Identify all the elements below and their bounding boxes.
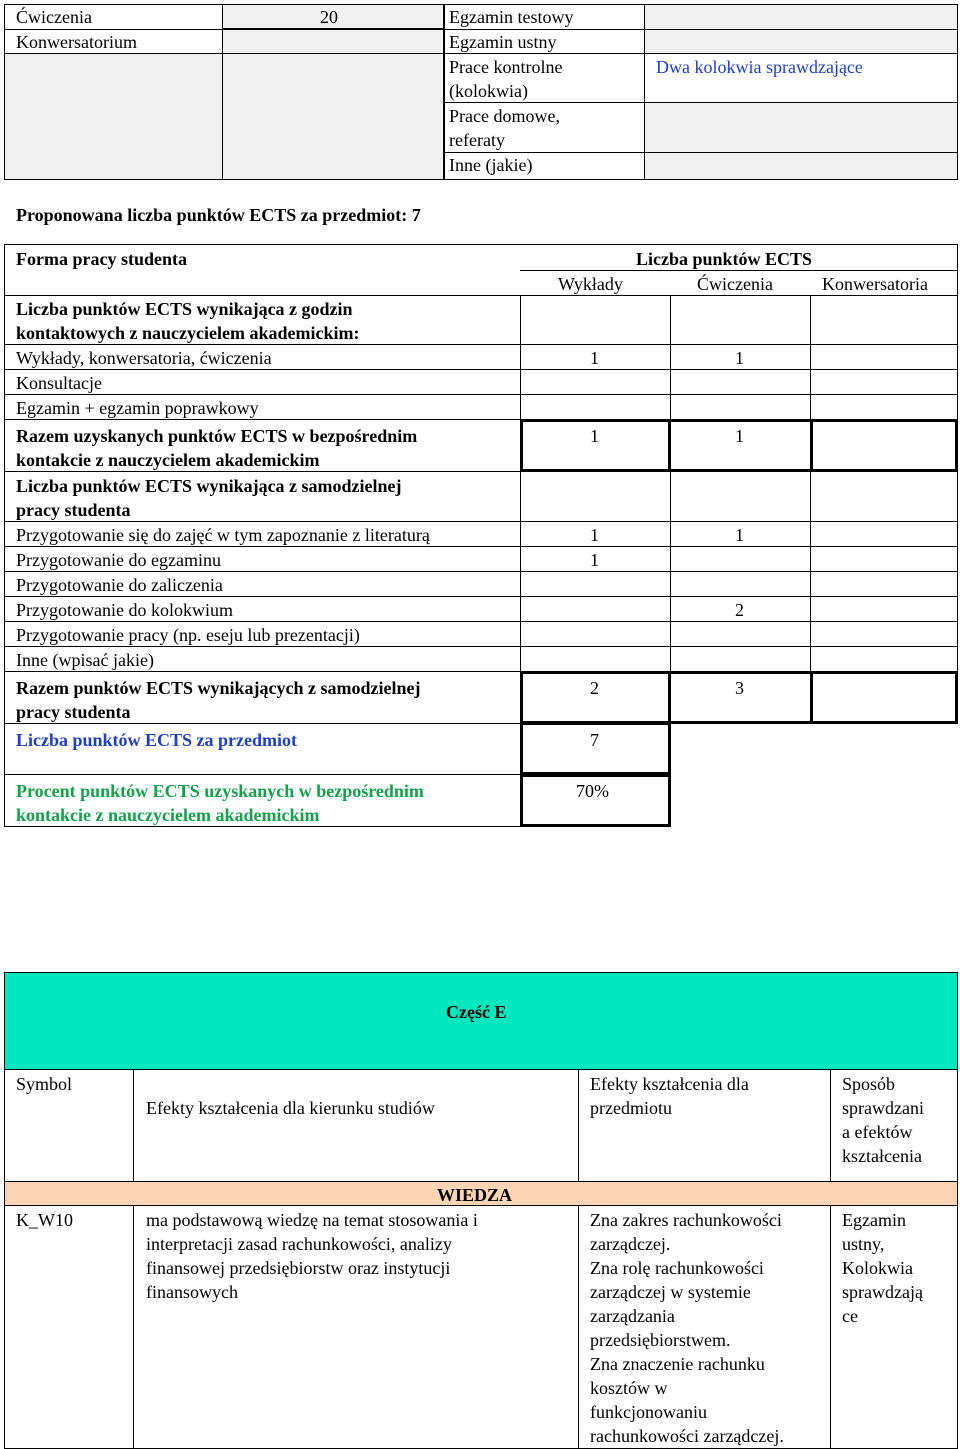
header-symbol: Symbol [16,1074,73,1094]
header-sposob: Sposób sprawdzani a efektów kształcenia [842,1074,924,1166]
value-12-wyklady: 2 [590,678,599,698]
row-label-3: Egzamin + egzamin poprawkowy [16,398,259,418]
row-label-5: Liczba punktów ECTS wynikająca z samodzielnej pracy studenta [16,476,402,520]
value-6-wyklady: 1 [590,525,599,545]
percent-value: 70% [576,781,609,801]
total-value: 7 [590,730,599,750]
proposed-ects: Proponowana liczba punktów ECTS za przedmiot: 7 [16,205,421,225]
header-kierunek: Efekty kształcenia dla kierunku studiów [146,1098,435,1118]
row-label-12: Razem punktów ECTS wynikających z samodzielnej pracy studenta [16,678,421,722]
row-przedmiot: Zna zakres rachunkowości zarządczej. Zna rolę rachunkowości zarządczej w systemie zarządzania przedsiębiorstwem. Zna znaczenie rachunku kosztów w funkcjonowaniu rachunkowości zarządczej. [590,1210,784,1446]
row-kierunek: ma podstawową wiedzę na temat stosowania i interpretacji zasad rachunkowości, analizy finansowej przedsiębiorstw oraz instytucji finansowych [146,1210,478,1302]
top-label-0: Ćwiczenia [16,7,92,27]
top-form-2: Prace kontrolne (kolokwia) [449,57,563,101]
header-przedmiot: Efekty kształcenia dla przedmiotu [590,1074,749,1118]
col-header-wyklady: Wykłady [558,274,623,294]
col-header-konwersatoria: Konwersatoria [822,274,928,294]
top-form-0: Egzamin testowy [449,7,574,27]
row-symbol: K_W10 [16,1210,73,1230]
row-label-0: Liczba punktów ECTS wynikająca z godzin kontaktowych z nauczycielem akademickim: [16,299,360,343]
row-label-10: Przygotowanie pracy (np. eseju lub prezentacji) [16,625,360,645]
row-label-8: Przygotowanie do zaliczenia [16,575,223,595]
row-label-4: Razem uzyskanych punktów ECTS w bezpośrednim kontakcie z nauczycielem akademickim [16,426,418,470]
top-form-1: Egzamin ustny [449,32,557,52]
top-label-1: Konwersatorium [16,32,137,52]
value-1-cwiczenia: 1 [735,348,744,368]
row-label-6: Przygotowanie się do zajęć w tym zapoznanie z literaturą [16,525,430,545]
forma-header: Forma pracy studenta [16,249,187,269]
top-form-4: Inne (jakie) [449,155,533,175]
row-sposob: Egzamin ustny, Kolokwia sprawdzają ce [842,1210,923,1326]
section-wiedza: WIEDZA [437,1185,513,1205]
col-header-cwiczenia: Ćwiczenia [697,274,773,294]
value-7-wyklady: 1 [590,550,599,570]
row-label-11: Inne (wpisać jakie) [16,650,154,670]
value-12-cwiczenia: 3 [735,678,744,698]
row-label-7: Przygotowanie do egzaminu [16,550,221,570]
top-hours-0: 20 [320,7,338,27]
value-9-cwiczenia: 2 [735,600,744,620]
row-label-9: Przygotowanie do kolokwium [16,600,233,620]
liczba-header: Liczba punktów ECTS [636,249,813,269]
value-6-cwiczenia: 1 [735,525,744,545]
value-1-wyklady: 1 [590,348,599,368]
top-note-2: Dwa kolokwia sprawdzające [656,57,863,77]
value-4-wyklady: 1 [590,426,599,446]
value-4-cwiczenia: 1 [735,426,744,446]
row-label-1: Wykłady, konwersatoria, ćwiczenia [16,348,272,368]
row-label-2: Konsultacje [16,373,102,393]
top-form-3: Prace domowe, referaty [449,106,560,150]
part-e-title: Część E [446,1002,507,1022]
percent-label: Procent punktów ECTS uzyskanych w bezpośrednim kontakcie z nauczycielem akademickim [16,781,424,825]
total-label: Liczba punktów ECTS za przedmiot [16,730,298,750]
